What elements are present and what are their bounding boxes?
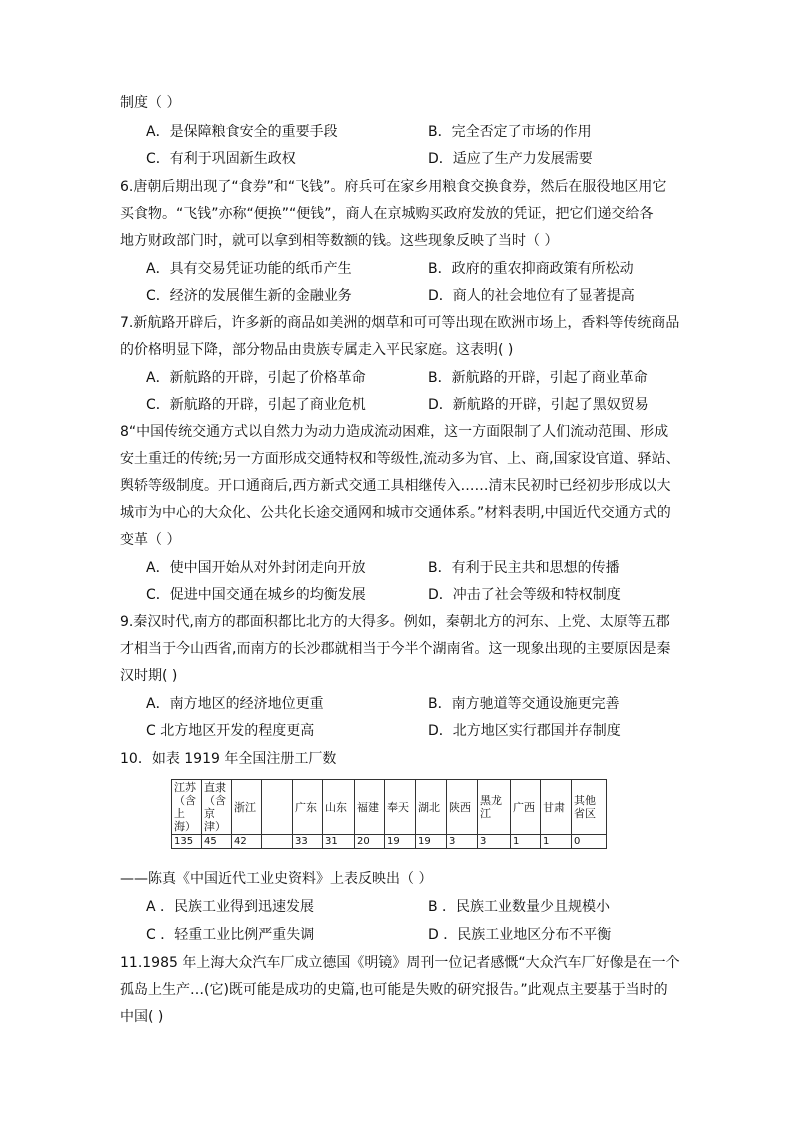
q7-line-2: 的价格明显下降，部分物品由贵族专属走入平民家庭。这表明( ) — [120, 342, 514, 358]
q10-source: ——陈真《中国近代工业史资料》上表反映出（ ） — [120, 871, 433, 887]
table-header-cell: 奉天 — [385, 780, 416, 835]
table-header-cell: 黑龙江 — [478, 780, 511, 835]
table-header-cell: 陕西 — [447, 780, 478, 835]
table-value-cell — [262, 835, 293, 849]
q5-option-c: C．有利于巩固新生政权 — [146, 151, 296, 167]
table-value-cell: 42 — [232, 835, 262, 849]
table-header-cell: 直隶（含京津） — [202, 780, 232, 835]
q8-option-a: A．使中国开始从对外封闭走向开放 — [146, 560, 366, 576]
table-header-cell: 其他省区 — [572, 780, 607, 835]
q6-line-3: 地方财政部门时，就可以拿到相等数额的钱。这些现象反映了当时（ ） — [120, 233, 559, 249]
q8-option-b: B．有利于民主共和思想的传播 — [428, 560, 620, 576]
q9-line-2: 才相当于今山西省,而南方的长沙郡就相当于今半个湖南省。这一现象出现的主要原因是秦 — [120, 641, 671, 657]
q8-line-1: 8“中国传统交通方式以自然力为动力造成流动困难，这一方面限制了人们流动范围、形成 — [120, 424, 669, 440]
table-header-cell: 福建 — [355, 780, 385, 835]
table-value-cell: 3 — [447, 835, 478, 849]
q7-line-1: 7.新航路开辟后，许多新的商品如美洲的烟草和可可等出现在欧洲市场上，香料等传统商品 — [120, 315, 680, 331]
q6-option-d: D．商人的社会地位有了显著提高 — [428, 288, 635, 304]
table-value-cell: 135 — [172, 835, 202, 849]
table-header-row — [172, 780, 607, 835]
q6-option-b: B．政府的重农抑商政策有所松动 — [428, 261, 634, 277]
table-value-cell: 45 — [202, 835, 232, 849]
q7-option-c: C．新航路的开辟，引起了商业危机 — [146, 397, 366, 413]
q8-option-d: D．冲击了社会等级和特权制度 — [428, 587, 621, 603]
q6-line-2: 买食物。“飞钱”亦称“便换”“便钱”，商人在京城购买政府发放的凭证，把它们递交给各 — [120, 206, 654, 222]
table-header-cell: 浙江 — [232, 780, 262, 835]
question-5-tail: 制度（ ） — [120, 95, 181, 111]
q8-line-4: 城市为中心的大众化、公共化长途交通网和城市交通体系。”材料表明,中国近代交通方式的 — [120, 505, 671, 521]
table-value-cell: 3 — [478, 835, 511, 849]
table-header-cell: 甘肃 — [541, 780, 572, 835]
table-header-cell: 广西 — [511, 780, 541, 835]
q11-line-3: 中国( ) — [120, 1009, 164, 1025]
q10-option-b: B ．民族工业数量少且规模小 — [428, 899, 611, 915]
q7-option-a: A．新航路的开辟，引起了价格革命 — [146, 370, 366, 386]
q6-line-1: 6.唐朝后期出现了“食券”和“飞钱”。府兵可在家乡用粮食交换食券，然后在服役地区用它 — [120, 179, 667, 195]
q5-option-d: D．适应了生产力发展需要 — [428, 151, 593, 167]
q9-option-c: C 北方地区开发的程度更高 — [146, 723, 315, 739]
q11-line-2: 孤岛上生产…(它)既可能是成功的史篇,也可能是失败的研究报告。”此观点主要基于当时的 — [120, 982, 668, 998]
q10-option-d: D ．民族工业地区分布不平衡 — [428, 927, 612, 943]
table-value-cell: 1 — [541, 835, 572, 849]
table-value-cell: 20 — [355, 835, 385, 849]
table-value-cell: 19 — [385, 835, 416, 849]
q6-option-a: A．具有交易凭证功能的纸币产生 — [146, 261, 352, 277]
table-value-cell: 1 — [511, 835, 541, 849]
q8-line-2: 安土重迁的传统;另一方面形成交通特权和等级性,流动多为官、上、商,国家设官道、驿站、 — [120, 451, 680, 467]
factory-table — [171, 779, 607, 849]
q5-option-a: A．是保障粮食安全的重要手段 — [146, 124, 338, 140]
table-value-cell: 19 — [416, 835, 447, 849]
q8-option-c: C．促进中国交通在城乡的均衡发展 — [146, 587, 366, 603]
q9-option-a: A．南方地区的经济地位更重 — [146, 696, 324, 712]
table-header-cell: 江苏（含上海） — [172, 780, 202, 835]
table-header-cell: 湖北 — [416, 780, 447, 835]
q6-option-c: C．经济的发展催生新的金融业务 — [146, 288, 352, 304]
q9-line-1: 9.秦汉时代,南方的郡面积都比北方的大得多。例如，秦朝北方的河东、上党、太原等五郡 — [120, 614, 670, 630]
table-header-cell: 广东 — [293, 780, 323, 835]
q11-line-1: 11.1985 年上海大众汽车厂成立德国《明镜》周刊一位记者感慨“大众汽车厂好像是在一个 — [120, 955, 680, 971]
table-header-cell: 山东 — [323, 780, 355, 835]
table-value-cell: 31 — [323, 835, 355, 849]
q5-option-b: B．完全否定了市场的作用 — [428, 124, 592, 140]
table-value-row — [172, 835, 607, 849]
q10-title: 10．如表 1919 年全国注册工厂数 — [120, 751, 337, 767]
q9-option-b: B．南方驰道等交通设施更完善 — [428, 696, 620, 712]
q9-option-d: D．北方地区实行郡国并存制度 — [428, 723, 621, 739]
q8-line-5: 变革（ ） — [120, 532, 181, 548]
q8-line-3: 舆轿等级制度。开口通商后,西方新式交通工具相继传入……清末民初时已经初步形成以大 — [120, 478, 671, 494]
q10-option-a: A ．民族工业得到迅速发展 — [146, 899, 315, 915]
q9-line-3: 汉时期( ) — [120, 668, 178, 684]
table-value-cell: 33 — [293, 835, 323, 849]
q7-option-d: D．新航路的开辟，引起了黑奴贸易 — [428, 397, 649, 413]
q7-option-b: B．新航路的开辟，引起了商业革命 — [428, 370, 648, 386]
q10-option-c: C ．轻重工业比例严重失调 — [146, 927, 315, 943]
table-value-cell: 0 — [572, 835, 607, 849]
table-header-cell — [262, 780, 293, 835]
